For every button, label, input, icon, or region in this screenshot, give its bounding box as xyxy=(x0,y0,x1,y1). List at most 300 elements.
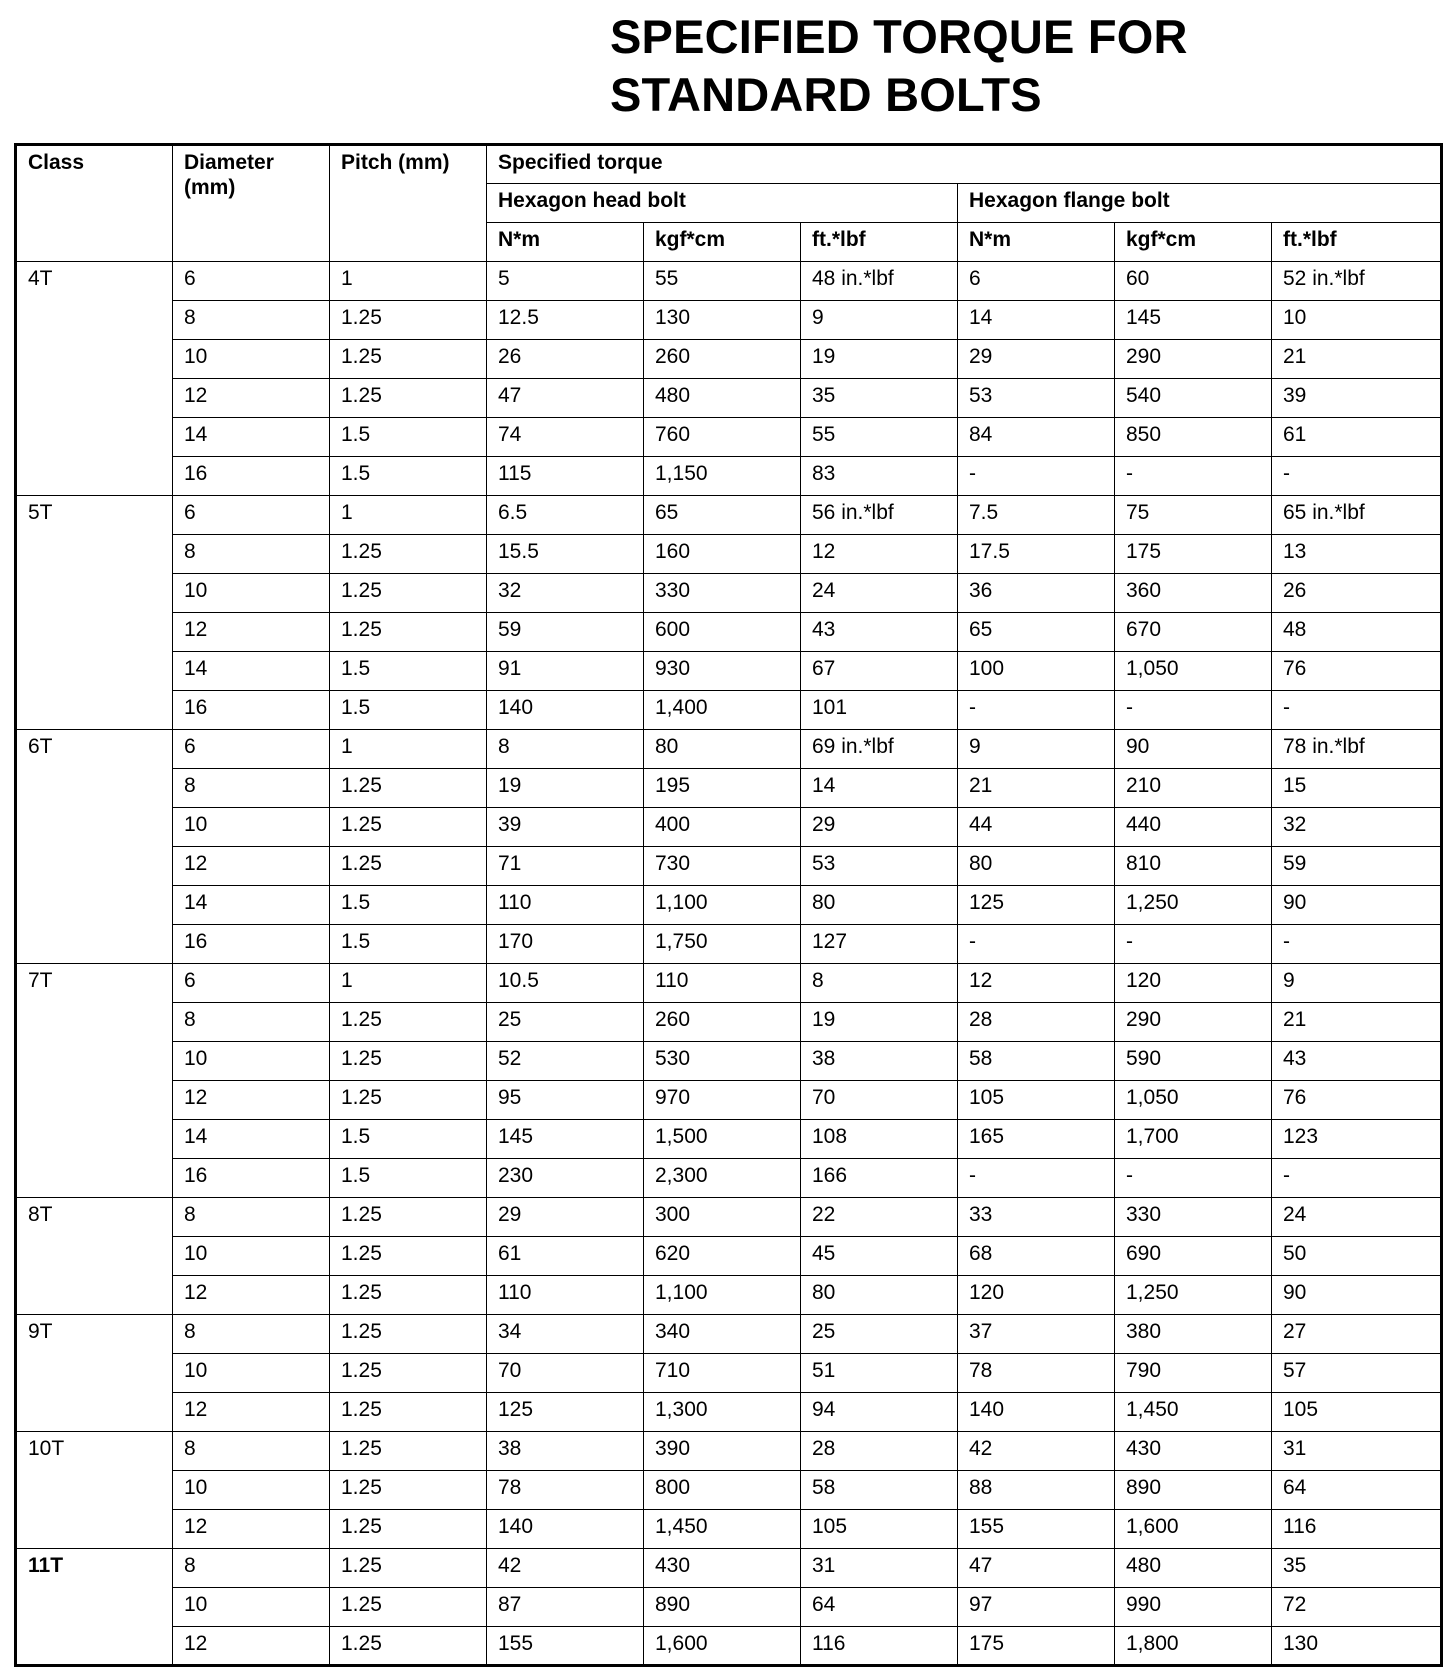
head-ftlbf-cell: 58 xyxy=(801,1471,958,1510)
table-row xyxy=(16,925,1442,964)
flange-nm-cell: 80 xyxy=(958,847,1115,886)
head-nm-cell: 155 xyxy=(487,1627,644,1666)
flange-nm-cell: 33 xyxy=(958,1198,1115,1237)
head-ftlbf-cell: 22 xyxy=(801,1198,958,1237)
diameter-cell: 10 xyxy=(173,1042,330,1081)
diameter-cell: 10 xyxy=(173,1354,330,1393)
pitch-cell: 1.5 xyxy=(330,652,487,691)
pitch-cell: 1.25 xyxy=(330,1510,487,1549)
head-kgfcm-cell: 1,450 xyxy=(644,1510,801,1549)
header-specified-torque: Specified torque xyxy=(487,145,1442,184)
pitch-cell: 1.25 xyxy=(330,340,487,379)
flange-kgfcm-cell: 1,450 xyxy=(1115,1393,1272,1432)
head-ftlbf-cell: 69 in.*lbf xyxy=(801,730,958,769)
flange-nm-cell: 7.5 xyxy=(958,496,1115,535)
head-kgfcm-cell: 1,100 xyxy=(644,1276,801,1315)
head-nm-cell: 71 xyxy=(487,847,644,886)
flange-ftlbf-cell: 13 xyxy=(1272,535,1442,574)
pitch-cell: 1.25 xyxy=(330,769,487,808)
header-unit-kgfcm: kgf*cm xyxy=(644,223,801,262)
flange-nm-cell: 155 xyxy=(958,1510,1115,1549)
head-kgfcm-cell: 80 xyxy=(644,730,801,769)
diameter-cell: 8 xyxy=(173,1198,330,1237)
diameter-cell: 12 xyxy=(173,1393,330,1432)
head-kgfcm-cell: 1,150 xyxy=(644,457,801,496)
pitch-cell: 1.25 xyxy=(330,379,487,418)
flange-kgfcm-cell: - xyxy=(1115,691,1272,730)
flange-nm-cell: 165 xyxy=(958,1120,1115,1159)
flange-kgfcm-cell: 210 xyxy=(1115,769,1272,808)
flange-kgfcm-cell: 890 xyxy=(1115,1471,1272,1510)
flange-nm-cell: 44 xyxy=(958,808,1115,847)
table-row xyxy=(16,574,1442,613)
head-nm-cell: 47 xyxy=(487,379,644,418)
diameter-cell: 16 xyxy=(173,691,330,730)
flange-ftlbf-cell: 9 xyxy=(1272,964,1442,1003)
head-nm-cell: 12.5 xyxy=(487,301,644,340)
diameter-cell: 14 xyxy=(173,418,330,457)
table-row xyxy=(16,847,1442,886)
head-ftlbf-cell: 48 in.*lbf xyxy=(801,262,958,301)
table-row xyxy=(16,808,1442,847)
flange-nm-cell: 97 xyxy=(958,1588,1115,1627)
head-ftlbf-cell: 31 xyxy=(801,1549,958,1588)
pitch-cell: 1 xyxy=(330,730,487,769)
diameter-cell: 6 xyxy=(173,964,330,1003)
head-nm-cell: 34 xyxy=(487,1315,644,1354)
flange-kgfcm-cell: 290 xyxy=(1115,340,1272,379)
head-ftlbf-cell: 70 xyxy=(801,1081,958,1120)
flange-kgfcm-cell: 175 xyxy=(1115,535,1272,574)
head-nm-cell: 91 xyxy=(487,652,644,691)
pitch-cell: 1.25 xyxy=(330,1471,487,1510)
table-row xyxy=(16,1003,1442,1042)
torque-table xyxy=(14,143,1443,1667)
table-row xyxy=(16,535,1442,574)
head-nm-cell: 39 xyxy=(487,808,644,847)
table-row xyxy=(16,379,1442,418)
flange-kgfcm-cell: 990 xyxy=(1115,1588,1272,1627)
head-ftlbf-cell: 38 xyxy=(801,1042,958,1081)
pitch-cell: 1.25 xyxy=(330,1627,487,1666)
head-kgfcm-cell: 970 xyxy=(644,1081,801,1120)
flange-kgfcm-cell: 360 xyxy=(1115,574,1272,613)
flange-kgfcm-cell: 1,250 xyxy=(1115,886,1272,925)
pitch-cell: 1.25 xyxy=(330,1042,487,1081)
flange-kgfcm-cell: 810 xyxy=(1115,847,1272,886)
flange-ftlbf-cell: 31 xyxy=(1272,1432,1442,1471)
flange-ftlbf-cell: 64 xyxy=(1272,1471,1442,1510)
table-row xyxy=(16,1276,1442,1315)
head-kgfcm-cell: 710 xyxy=(644,1354,801,1393)
flange-nm-cell: 17.5 xyxy=(958,535,1115,574)
head-kgfcm-cell: 260 xyxy=(644,1003,801,1042)
table-row xyxy=(16,1198,1442,1237)
pitch-cell: 1.5 xyxy=(330,691,487,730)
diameter-cell: 6 xyxy=(173,262,330,301)
diameter-cell: 10 xyxy=(173,574,330,613)
pitch-cell: 1.5 xyxy=(330,1120,487,1159)
flange-nm-cell: 68 xyxy=(958,1237,1115,1276)
flange-kgfcm-cell: 790 xyxy=(1115,1354,1272,1393)
head-ftlbf-cell: 24 xyxy=(801,574,958,613)
diameter-cell: 16 xyxy=(173,457,330,496)
flange-ftlbf-cell: 76 xyxy=(1272,1081,1442,1120)
head-kgfcm-cell: 890 xyxy=(644,1588,801,1627)
head-ftlbf-cell: 35 xyxy=(801,379,958,418)
head-nm-cell: 25 xyxy=(487,1003,644,1042)
flange-kgfcm-cell: 1,600 xyxy=(1115,1510,1272,1549)
diameter-cell: 12 xyxy=(173,379,330,418)
pitch-cell: 1.25 xyxy=(330,1276,487,1315)
flange-ftlbf-cell: 21 xyxy=(1272,1003,1442,1042)
head-ftlbf-cell: 83 xyxy=(801,457,958,496)
header-hexagon-head-bolt: Hexagon head bolt xyxy=(487,184,958,223)
flange-ftlbf-cell: 15 xyxy=(1272,769,1442,808)
head-nm-cell: 10.5 xyxy=(487,964,644,1003)
head-ftlbf-cell: 101 xyxy=(801,691,958,730)
diameter-cell: 6 xyxy=(173,496,330,535)
flange-ftlbf-cell: 35 xyxy=(1272,1549,1442,1588)
diameter-cell: 8 xyxy=(173,1003,330,1042)
flange-kgfcm-cell: 330 xyxy=(1115,1198,1272,1237)
table-row xyxy=(16,1237,1442,1276)
flange-ftlbf-cell: 105 xyxy=(1272,1393,1442,1432)
flange-nm-cell: 125 xyxy=(958,886,1115,925)
head-nm-cell: 5 xyxy=(487,262,644,301)
head-kgfcm-cell: 260 xyxy=(644,340,801,379)
table-row xyxy=(16,730,1442,769)
head-nm-cell: 110 xyxy=(487,1276,644,1315)
head-nm-cell: 74 xyxy=(487,418,644,457)
head-ftlbf-cell: 80 xyxy=(801,886,958,925)
flange-nm-cell: 21 xyxy=(958,769,1115,808)
head-kgfcm-cell: 2,300 xyxy=(644,1159,801,1198)
head-ftlbf-cell: 56 in.*lbf xyxy=(801,496,958,535)
flange-ftlbf-cell: 50 xyxy=(1272,1237,1442,1276)
head-nm-cell: 140 xyxy=(487,691,644,730)
table-row xyxy=(16,262,1442,301)
flange-nm-cell: 6 xyxy=(958,262,1115,301)
class-cell: 6T xyxy=(16,730,173,964)
table-row xyxy=(16,1549,1442,1588)
flange-ftlbf-cell: 59 xyxy=(1272,847,1442,886)
flange-nm-cell: 175 xyxy=(958,1627,1115,1666)
header-diameter: Diameter (mm) xyxy=(173,145,330,262)
table-row xyxy=(16,301,1442,340)
flange-kgfcm-cell: 480 xyxy=(1115,1549,1272,1588)
pitch-cell: 1.5 xyxy=(330,886,487,925)
head-nm-cell: 32 xyxy=(487,574,644,613)
flange-nm-cell: 84 xyxy=(958,418,1115,457)
head-nm-cell: 110 xyxy=(487,886,644,925)
head-ftlbf-cell: 53 xyxy=(801,847,958,886)
flange-ftlbf-cell: 26 xyxy=(1272,574,1442,613)
flange-nm-cell: 140 xyxy=(958,1393,1115,1432)
flange-ftlbf-cell: 27 xyxy=(1272,1315,1442,1354)
flange-ftlbf-cell: 116 xyxy=(1272,1510,1442,1549)
diameter-cell: 10 xyxy=(173,1471,330,1510)
pitch-cell: 1 xyxy=(330,496,487,535)
header-unit-ftlbf: ft.*lbf xyxy=(801,223,958,262)
pitch-cell: 1.25 xyxy=(330,1198,487,1237)
head-ftlbf-cell: 80 xyxy=(801,1276,958,1315)
diameter-cell: 12 xyxy=(173,613,330,652)
head-kgfcm-cell: 1,300 xyxy=(644,1393,801,1432)
flange-nm-cell: 29 xyxy=(958,340,1115,379)
pitch-cell: 1.25 xyxy=(330,1354,487,1393)
flange-nm-cell: 36 xyxy=(958,574,1115,613)
head-ftlbf-cell: 67 xyxy=(801,652,958,691)
flange-ftlbf-cell: 65 in.*lbf xyxy=(1272,496,1442,535)
flange-nm-cell: 65 xyxy=(958,613,1115,652)
flange-kgfcm-cell: 1,050 xyxy=(1115,1081,1272,1120)
flange-kgfcm-cell: 120 xyxy=(1115,964,1272,1003)
diameter-cell: 8 xyxy=(173,769,330,808)
pitch-cell: 1.25 xyxy=(330,574,487,613)
head-ftlbf-cell: 8 xyxy=(801,964,958,1003)
head-nm-cell: 140 xyxy=(487,1510,644,1549)
diameter-cell: 16 xyxy=(173,1159,330,1198)
head-kgfcm-cell: 800 xyxy=(644,1471,801,1510)
flange-nm-cell: 105 xyxy=(958,1081,1115,1120)
diameter-cell: 14 xyxy=(173,886,330,925)
table-row xyxy=(16,1042,1442,1081)
head-kgfcm-cell: 110 xyxy=(644,964,801,1003)
head-kgfcm-cell: 400 xyxy=(644,808,801,847)
header-unit-nm: N*m xyxy=(487,223,644,262)
head-ftlbf-cell: 19 xyxy=(801,340,958,379)
head-nm-cell: 70 xyxy=(487,1354,644,1393)
head-kgfcm-cell: 300 xyxy=(644,1198,801,1237)
table-row xyxy=(16,613,1442,652)
flange-nm-cell: 42 xyxy=(958,1432,1115,1471)
table-row xyxy=(16,1432,1442,1471)
pitch-cell: 1.5 xyxy=(330,1159,487,1198)
head-nm-cell: 19 xyxy=(487,769,644,808)
diameter-cell: 16 xyxy=(173,925,330,964)
flange-ftlbf-cell: 10 xyxy=(1272,301,1442,340)
diameter-cell: 12 xyxy=(173,1081,330,1120)
head-ftlbf-cell: 14 xyxy=(801,769,958,808)
diameter-cell: 6 xyxy=(173,730,330,769)
head-ftlbf-cell: 127 xyxy=(801,925,958,964)
class-cell: 7T xyxy=(16,964,173,1198)
flange-kgfcm-cell: 60 xyxy=(1115,262,1272,301)
flange-kgfcm-cell: 540 xyxy=(1115,379,1272,418)
head-kgfcm-cell: 340 xyxy=(644,1315,801,1354)
diameter-cell: 10 xyxy=(173,808,330,847)
head-ftlbf-cell: 45 xyxy=(801,1237,958,1276)
table-row xyxy=(16,964,1442,1003)
diameter-cell: 14 xyxy=(173,1120,330,1159)
head-ftlbf-cell: 28 xyxy=(801,1432,958,1471)
class-cell: 4T xyxy=(16,262,173,496)
flange-ftlbf-cell: 90 xyxy=(1272,886,1442,925)
class-cell: 9T xyxy=(16,1315,173,1432)
flange-ftlbf-cell: - xyxy=(1272,691,1442,730)
flange-ftlbf-cell: 43 xyxy=(1272,1042,1442,1081)
head-ftlbf-cell: 12 xyxy=(801,535,958,574)
head-kgfcm-cell: 730 xyxy=(644,847,801,886)
class-cell: 11T xyxy=(16,1549,173,1666)
head-nm-cell: 230 xyxy=(487,1159,644,1198)
table-row xyxy=(16,1081,1442,1120)
head-ftlbf-cell: 51 xyxy=(801,1354,958,1393)
table-row xyxy=(16,418,1442,457)
table-row xyxy=(16,1159,1442,1198)
flange-kgfcm-cell: 90 xyxy=(1115,730,1272,769)
table-row xyxy=(16,1588,1442,1627)
head-nm-cell: 8 xyxy=(487,730,644,769)
diameter-cell: 10 xyxy=(173,340,330,379)
flange-kgfcm-cell: - xyxy=(1115,1159,1272,1198)
pitch-cell: 1.25 xyxy=(330,1237,487,1276)
head-nm-cell: 38 xyxy=(487,1432,644,1471)
head-ftlbf-cell: 94 xyxy=(801,1393,958,1432)
head-ftlbf-cell: 19 xyxy=(801,1003,958,1042)
flange-kgfcm-cell: 590 xyxy=(1115,1042,1272,1081)
head-kgfcm-cell: 480 xyxy=(644,379,801,418)
pitch-cell: 1 xyxy=(330,262,487,301)
pitch-cell: 1.25 xyxy=(330,1393,487,1432)
head-ftlbf-cell: 116 xyxy=(801,1627,958,1666)
header-unit-ftlbf: ft.*lbf xyxy=(1272,223,1442,262)
head-nm-cell: 52 xyxy=(487,1042,644,1081)
flange-nm-cell: 58 xyxy=(958,1042,1115,1081)
diameter-cell: 12 xyxy=(173,847,330,886)
pitch-cell: 1 xyxy=(330,964,487,1003)
head-nm-cell: 26 xyxy=(487,340,644,379)
table-row xyxy=(16,691,1442,730)
head-nm-cell: 29 xyxy=(487,1198,644,1237)
flange-kgfcm-cell: 1,800 xyxy=(1115,1627,1272,1666)
head-kgfcm-cell: 1,100 xyxy=(644,886,801,925)
flange-nm-cell: - xyxy=(958,457,1115,496)
head-nm-cell: 95 xyxy=(487,1081,644,1120)
flange-ftlbf-cell: - xyxy=(1272,457,1442,496)
head-kgfcm-cell: 330 xyxy=(644,574,801,613)
head-nm-cell: 42 xyxy=(487,1549,644,1588)
flange-kgfcm-cell: 440 xyxy=(1115,808,1272,847)
diameter-cell: 8 xyxy=(173,1549,330,1588)
pitch-cell: 1.25 xyxy=(330,535,487,574)
pitch-cell: 1.25 xyxy=(330,1549,487,1588)
head-nm-cell: 145 xyxy=(487,1120,644,1159)
pitch-cell: 1.5 xyxy=(330,925,487,964)
head-kgfcm-cell: 1,600 xyxy=(644,1627,801,1666)
flange-nm-cell: - xyxy=(958,691,1115,730)
head-ftlbf-cell: 105 xyxy=(801,1510,958,1549)
flange-kgfcm-cell: 670 xyxy=(1115,613,1272,652)
pitch-cell: 1.25 xyxy=(330,1588,487,1627)
head-kgfcm-cell: 530 xyxy=(644,1042,801,1081)
pitch-cell: 1.25 xyxy=(330,1432,487,1471)
flange-kgfcm-cell: - xyxy=(1115,925,1272,964)
pitch-cell: 1.25 xyxy=(330,301,487,340)
header-unit-nm: N*m xyxy=(958,223,1115,262)
head-kgfcm-cell: 130 xyxy=(644,301,801,340)
head-kgfcm-cell: 65 xyxy=(644,496,801,535)
pitch-cell: 1.25 xyxy=(330,1315,487,1354)
table-row xyxy=(16,1510,1442,1549)
flange-ftlbf-cell: 78 in.*lbf xyxy=(1272,730,1442,769)
table-row xyxy=(16,457,1442,496)
head-kgfcm-cell: 1,400 xyxy=(644,691,801,730)
head-kgfcm-cell: 55 xyxy=(644,262,801,301)
header-unit-kgfcm: kgf*cm xyxy=(1115,223,1272,262)
flange-kgfcm-cell: 290 xyxy=(1115,1003,1272,1042)
head-ftlbf-cell: 64 xyxy=(801,1588,958,1627)
header-pitch: Pitch (mm) xyxy=(330,145,487,262)
pitch-cell: 1.25 xyxy=(330,1003,487,1042)
flange-nm-cell: 12 xyxy=(958,964,1115,1003)
head-kgfcm-cell: 620 xyxy=(644,1237,801,1276)
head-kgfcm-cell: 1,750 xyxy=(644,925,801,964)
flange-nm-cell: 37 xyxy=(958,1315,1115,1354)
flange-ftlbf-cell: 48 xyxy=(1272,613,1442,652)
class-cell: 8T xyxy=(16,1198,173,1315)
flange-ftlbf-cell: 90 xyxy=(1272,1276,1442,1315)
head-kgfcm-cell: 160 xyxy=(644,535,801,574)
class-cell: 10T xyxy=(16,1432,173,1549)
table-row xyxy=(16,340,1442,379)
flange-ftlbf-cell: 57 xyxy=(1272,1354,1442,1393)
flange-kgfcm-cell: 430 xyxy=(1115,1432,1272,1471)
head-ftlbf-cell: 25 xyxy=(801,1315,958,1354)
head-nm-cell: 78 xyxy=(487,1471,644,1510)
table-body xyxy=(16,262,1442,1666)
head-nm-cell: 6.5 xyxy=(487,496,644,535)
diameter-cell: 8 xyxy=(173,1315,330,1354)
flange-ftlbf-cell: 39 xyxy=(1272,379,1442,418)
flange-nm-cell: 120 xyxy=(958,1276,1115,1315)
table-row xyxy=(16,1354,1442,1393)
flange-nm-cell: 100 xyxy=(958,652,1115,691)
diameter-cell: 12 xyxy=(173,1510,330,1549)
flange-nm-cell: - xyxy=(958,925,1115,964)
table-row xyxy=(16,769,1442,808)
pitch-cell: 1.25 xyxy=(330,808,487,847)
head-nm-cell: 59 xyxy=(487,613,644,652)
flange-ftlbf-cell: 61 xyxy=(1272,418,1442,457)
table-row xyxy=(16,1627,1442,1666)
flange-ftlbf-cell: - xyxy=(1272,1159,1442,1198)
flange-ftlbf-cell: 52 in.*lbf xyxy=(1272,262,1442,301)
diameter-cell: 10 xyxy=(173,1588,330,1627)
diameter-cell: 8 xyxy=(173,301,330,340)
diameter-cell: 12 xyxy=(173,1276,330,1315)
header-class: Class xyxy=(16,145,173,262)
flange-kgfcm-cell: - xyxy=(1115,457,1272,496)
pitch-cell: 1.5 xyxy=(330,418,487,457)
table-row xyxy=(16,886,1442,925)
head-nm-cell: 125 xyxy=(487,1393,644,1432)
flange-nm-cell: 47 xyxy=(958,1549,1115,1588)
head-ftlbf-cell: 9 xyxy=(801,301,958,340)
flange-nm-cell: 78 xyxy=(958,1354,1115,1393)
flange-kgfcm-cell: 145 xyxy=(1115,301,1272,340)
head-ftlbf-cell: 55 xyxy=(801,418,958,457)
page-title: SPECIFIED TORQUE FOR STANDARD BOLTS xyxy=(610,10,1188,121)
head-ftlbf-cell: 166 xyxy=(801,1159,958,1198)
flange-ftlbf-cell: 24 xyxy=(1272,1198,1442,1237)
table-row xyxy=(16,1120,1442,1159)
diameter-cell: 8 xyxy=(173,1432,330,1471)
head-kgfcm-cell: 390 xyxy=(644,1432,801,1471)
flange-nm-cell: 88 xyxy=(958,1471,1115,1510)
head-kgfcm-cell: 930 xyxy=(644,652,801,691)
